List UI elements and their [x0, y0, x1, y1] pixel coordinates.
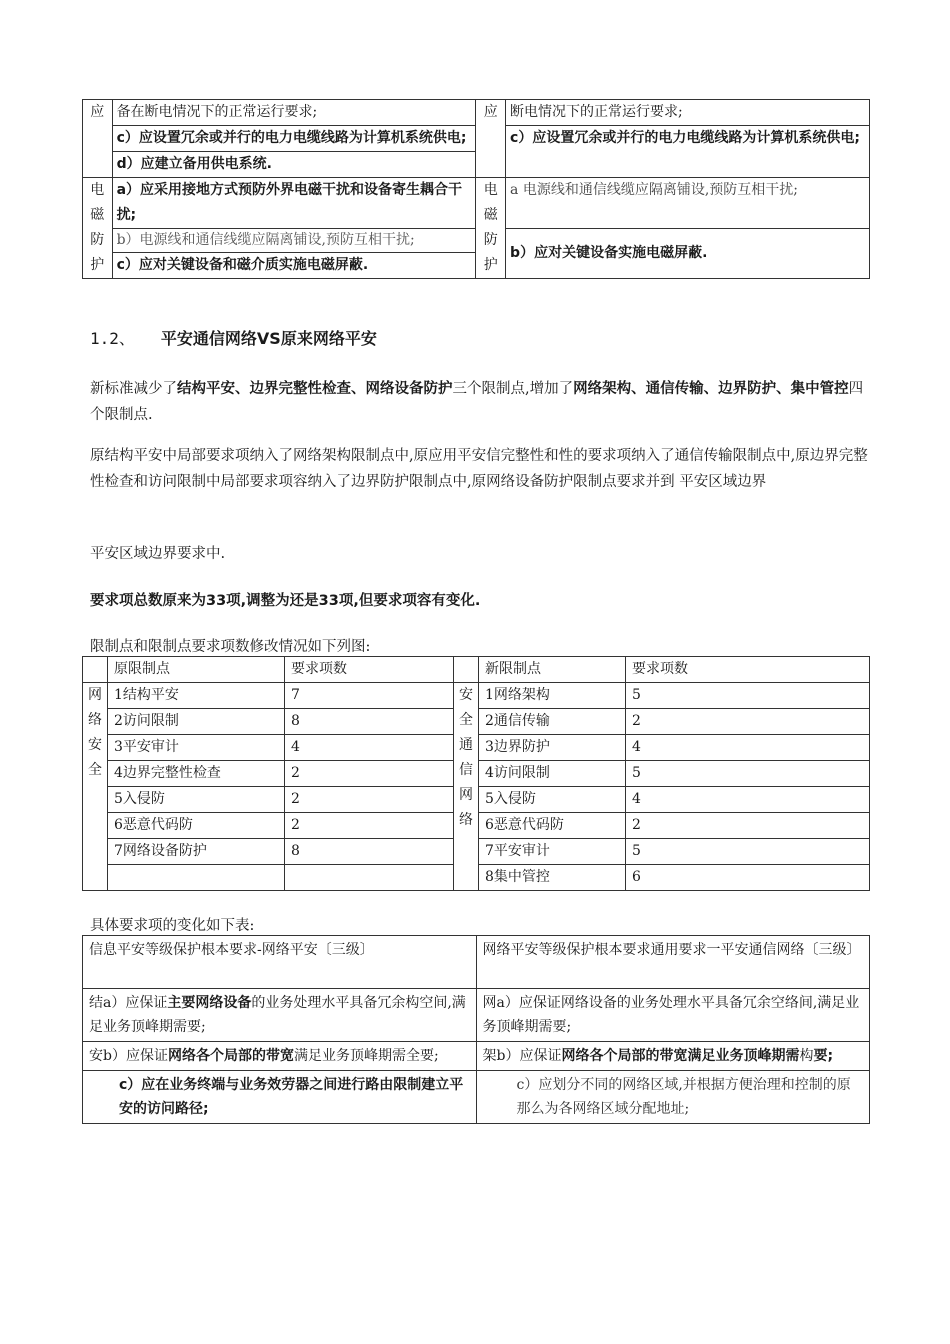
- row3-right: c）应划分不同的网络区域,并根据方便治理和控制的原那么为各网络区域分配地址;: [476, 1071, 870, 1124]
- header-new-count: 要求项数: [626, 657, 870, 683]
- table-row: 8集中管控 6: [83, 865, 870, 891]
- left-row-1: 备在断电情况下的正常运行要求;: [112, 100, 476, 126]
- header-old-point: 原限制点: [108, 657, 285, 683]
- requirements-change-table: [82, 935, 870, 1124]
- right-side-label-1: 应: [476, 100, 506, 178]
- head-left: 信息平安等级保护根本要求-网络平安〔三级〕: [83, 936, 477, 989]
- left-side-label-1: 应: [83, 100, 113, 178]
- right-em-row-2: b）应对关键设备实施电磁屏蔽.: [506, 229, 870, 279]
- paragraph-1: 新标准减少了结构平安、边界完整性检查、网络设备防护三个限制点,增加了网络架构、通信传输、边界防护、集中管控四个限制点.: [90, 381, 864, 423]
- section-heading: [90, 326, 377, 349]
- power-em-comparison-table: [82, 99, 870, 279]
- section-number: 1.2、: [90, 329, 135, 348]
- left-side-label-2: 电 磁 防 护: [83, 178, 113, 279]
- caption-1: 限制点和限制点要求项数修改情况如下列图:: [90, 639, 371, 655]
- row3-left: c）应在业务终端与业务效劳器之间进行路由限制建立平安的访问路径;: [83, 1071, 477, 1124]
- caption-2: 具体要求项的变化如下表:: [90, 918, 255, 934]
- section-title: 平安通信网络VS原来网络平安: [160, 329, 377, 348]
- row2-right: 架b）应保证网络各个局部的带宽满足业务顶峰期需构要;: [476, 1042, 870, 1071]
- table-row: 5入侵防 2 5入侵防 4: [83, 787, 870, 813]
- right-em-row-1: a 电源线和通信线缆应隔离铺设,预防互相干扰;: [506, 178, 870, 229]
- header-new-point: 新限制点: [479, 657, 626, 683]
- row2-left: 安b）应保证网络各个局部的带宽满足业务顶峰期需全要;: [83, 1042, 477, 1071]
- table-row: 7网络设备防护 8 7平安审计 5: [83, 839, 870, 865]
- table-row: 2访问限制 8 2通信传输 2: [83, 709, 870, 735]
- header-old-count: 要求项数: [285, 657, 454, 683]
- table-row: 6恶意代码防 2 6恶意代码防 2: [83, 813, 870, 839]
- left-row-2: c）应设置冗余或并行的电力电缆线路为计算机系统供电;: [112, 126, 476, 152]
- paragraph-2: 原结构平安中局部要求项纳入了网络架构限制点中,原应用平安信完整性和性的要求项纳入了通信传输限制点中,原边界完整性检查和访问限制中局部要求项容纳入了边界防护限制点中,原网络设备防护限制点要求并到 平安区域边界: [90, 448, 868, 490]
- row1-right: 网a）应保证网络设备的业务处理水平具备冗余空络间,满足业务顶峰期需要;: [476, 989, 870, 1042]
- left-row-3: d）应建立备用供电系统.: [112, 152, 476, 178]
- left-group-label: 网 络 安 全: [83, 683, 108, 891]
- table-row: 3平安审计 4 3边界防护 4: [83, 735, 870, 761]
- table-row: 网 络 安 全 1结构平安 7 安 全 通 信 网 络 1网络架构 5: [83, 683, 870, 709]
- left-em-row-2: b）电源线和通信线缆应隔离铺设,预防互相干扰;: [112, 229, 476, 253]
- table-row: 4边界完整性检查 2 4访问限制 5: [83, 761, 870, 787]
- right-side-label-2: 电 磁 防 护: [476, 178, 506, 279]
- right-group-label: 安 全 通 信 网 络: [454, 683, 479, 891]
- control-points-table: [82, 656, 870, 891]
- right-row-1: 断电情况下的正常运行要求;: [506, 100, 870, 126]
- row1-left: 结a）应保证主要网络设备的业务处理水平具备冗余构空间,满足业务顶峰期需要;: [83, 989, 477, 1042]
- paragraph-4: 要求项总数原来为33项,调整为还是33项,但要求项容有变化.: [90, 593, 481, 609]
- left-em-row-3: c）应对关键设备和磁介质实施电磁屏蔽.: [112, 253, 476, 279]
- left-em-row-1: a）应采用接地方式预防外界电磁干扰和设备寄生耦合干扰;: [112, 178, 476, 229]
- paragraph-3: 平安区域边界要求中.: [90, 546, 226, 562]
- right-row-2: c）应设置冗余或并行的电力电缆线路为计算机系统供电;: [506, 126, 870, 178]
- head-right: 网络平安等级保护根本要求通用要求一平安通信网络〔三级〕: [476, 936, 870, 989]
- table-header-row: [83, 657, 870, 683]
